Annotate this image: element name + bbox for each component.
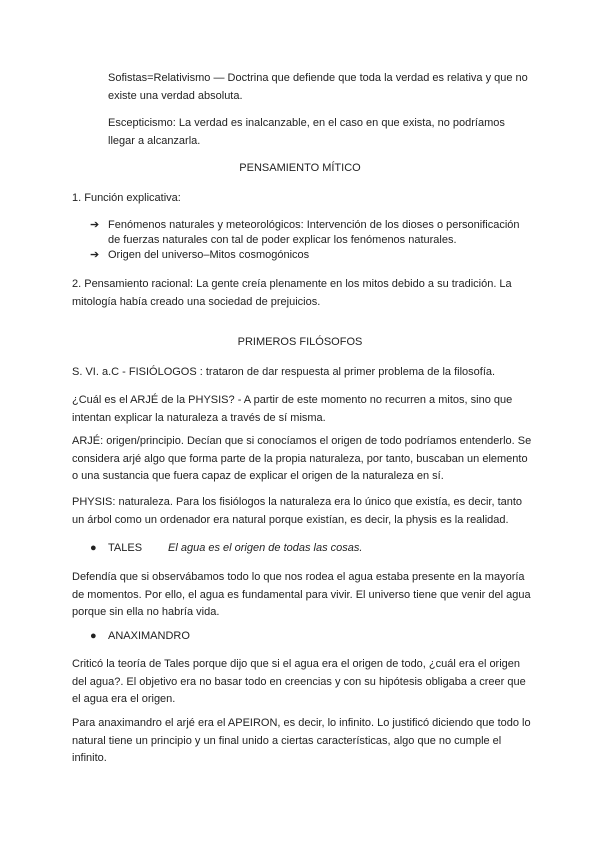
arrow-right-icon: ➔ [90, 249, 100, 261]
tales-quote: El agua es el origen de todas las cosas. [168, 542, 363, 554]
sofistas-paragraph: Sofistas=Relativismo — Doctrina que defiende que toda la verdad es relativa y que no existe una verdad absoluta. [108, 72, 528, 102]
tales-name: TALES [108, 542, 143, 554]
anaximandro-name: ANAXIMANDRO [108, 630, 190, 642]
heading-primeros-filosofos: PRIMEROS FILÓSOFOS [237, 336, 363, 348]
bullet-icon: ● [90, 630, 97, 642]
list-item [90, 248, 534, 263]
tales-paragraph: Defendía que si observábamos todo lo que nos rodea el agua estaba presente en la mayoría de momentos. Por ello, el agua es fundamental para vivir. El universo tiene que venir del agua porque sin ella no habría vida. [72, 571, 531, 618]
list-item [90, 218, 534, 247]
escepticismo-paragraph: Escepticismo: La verdad es inalcanzable, en el caso en que exista, no podríamos llegar a alcanzarla. [108, 117, 505, 147]
apeiron-paragraph: Para anaximandro el arjé era el APEIRON, es decir, lo infinito. Lo justificó diciendo que todo lo natural tiene un principio y un final unido a ciertas características, algo que no cumple el infinito. [72, 717, 531, 764]
list-item-text: Fenómenos naturales y meteorológicos: Intervención de los dioses o personificación de fuerzas naturales con tal de poder explicar los fenómenos naturales. [108, 219, 520, 246]
arje-definition-paragraph: ARJÉ: origen/principio. Decían que si conocíamos el origen de todo podríamos entenderlo. Se considera arjé algo que forma parte de la propia naturaleza, por tanto, buscaban un elemento o una sustancia que fuera capaz de explicar el origen de la naturaleza en sí. [72, 435, 532, 482]
bullet-icon: ● [90, 542, 97, 554]
anaximandro-critica-paragraph: Criticó la teoría de Tales porque dijo que si el agua era el origen de todo, ¿cuál era el origen del agua?. El objetivo era no basar todo en creencias y con su hipótesis obligaba a creer que el agua era el origen. [72, 658, 526, 705]
fisiologos-paragraph: S. VI. a.C - FISIÓLOGOS : trataron de dar respuesta al primer problema de la filosofía. [72, 366, 496, 378]
pensamiento-racional-paragraph: 2. Pensamiento racional: La gente creía plenamente en los mitos debido a su tradición. La mitología había creado una sociedad de prejuicios. [72, 278, 512, 308]
heading-pensamiento-mitico: PENSAMIENTO MÍTICO [239, 162, 361, 174]
arrow-right-icon: ➔ [90, 219, 100, 231]
physis-definition-paragraph: PHYSIS: naturaleza. Para los fisiólogos la naturaleza era lo único que existía, es decir, tanto un árbol como un ordenador era natural porque existían, es decir, la physis es la realidad. [72, 496, 523, 526]
list-item-text: Origen del universo–Mitos cosmogónicos [108, 249, 310, 261]
arje-question-paragraph: ¿Cuál es el ARJÉ de la PHYSIS? - A partir de este momento no recurren a mitos, sino que intentan explicar la naturaleza a través de sí misma. [72, 394, 513, 424]
funcion-explicativa-heading: 1. Función explicativa: [72, 192, 181, 204]
